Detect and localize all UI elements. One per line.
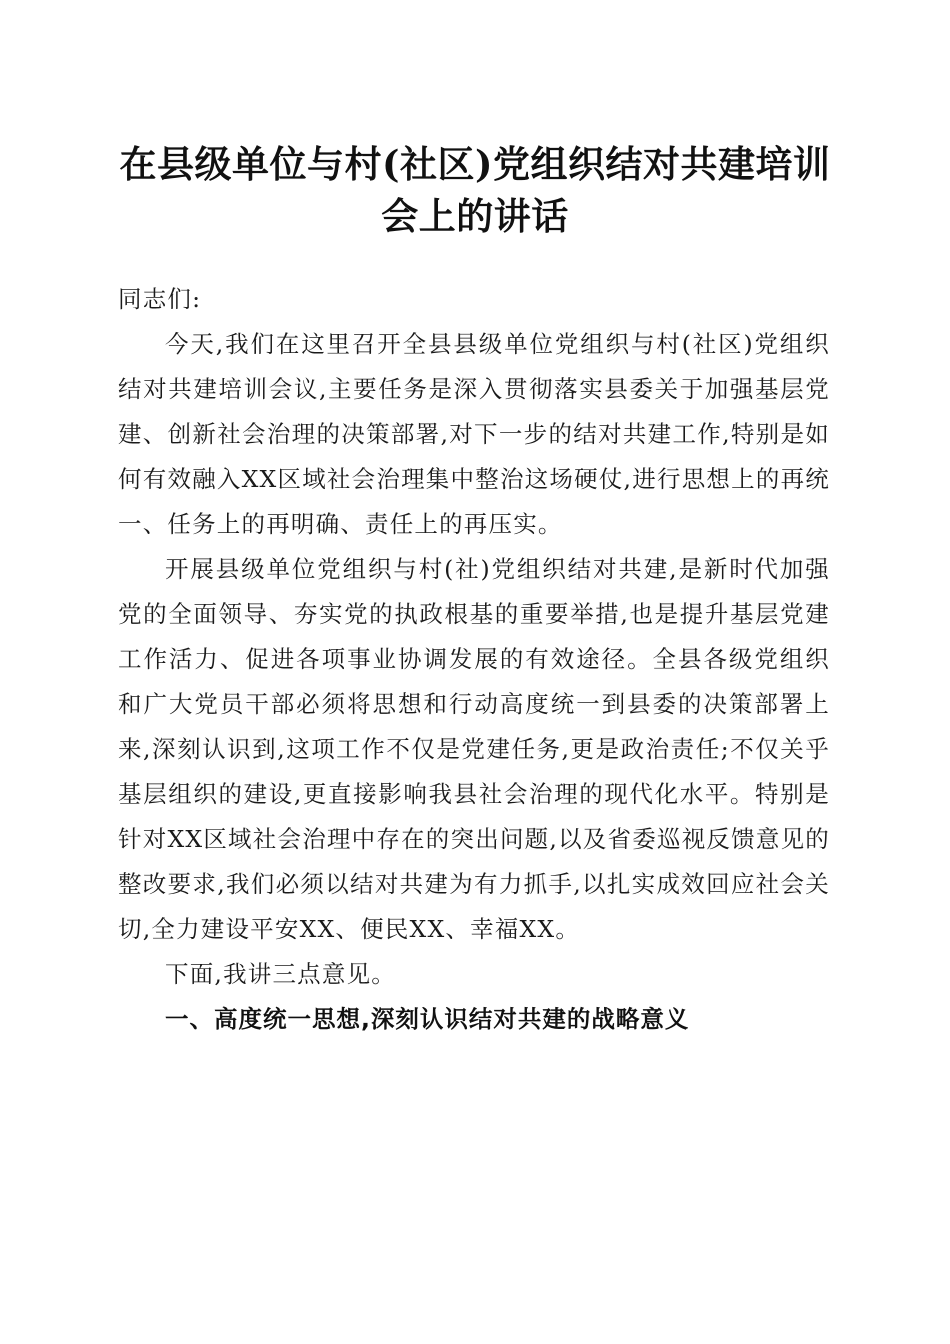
paragraph-significance: 开展县级单位党组织与村(社)党组织结对共建,是新时代加强党的全面领导、夯实党的执政根基的重要举措,也是提升基层党建工作活力、促进各项事业协调发展的有效途径。全县各级党组织和广大党员干部必须将思想和行动高度统一到县委的决策部署上来,深刻认识到,这项工作不仅是党建任务,更是政治责任;不仅关乎基层组织的建设,更直接影响我县社会治理的现代化水平。特别是针对XX区域社会治理中存在的突出问题,以及省委巡视反馈意见的整改要求,我们必须以结对共建为有力抓手,以扎实成效回应社会关切,全力建设平安XX、便民XX、幸福XX。 [118,555,830,943]
document-body [118,277,830,1042]
section-heading-1: 一、高度统一思想,深刻认识结对共建的战略意义 [165,1005,690,1033]
document-title: 在县级单位与村(社区)党组织结对共建培训会上的讲话 [119,142,831,238]
paragraph-intro: 今天,我们在这里召开全县县级单位党组织与村(社区)党组织结对共建培训会议,主要任务是深入贯彻落实县委关于加强基层党建、创新社会治理的决策部署,对下一步的结对共建工作,特别是如何有效融入XX区域社会治理集中整治这场硬仗,进行思想上的再统一、任务上的再明确、责任上的再压实。 [118,330,830,538]
salutation: 同志们: [118,285,202,313]
paragraph-transition: 下面,我讲三点意见。 [165,960,396,988]
